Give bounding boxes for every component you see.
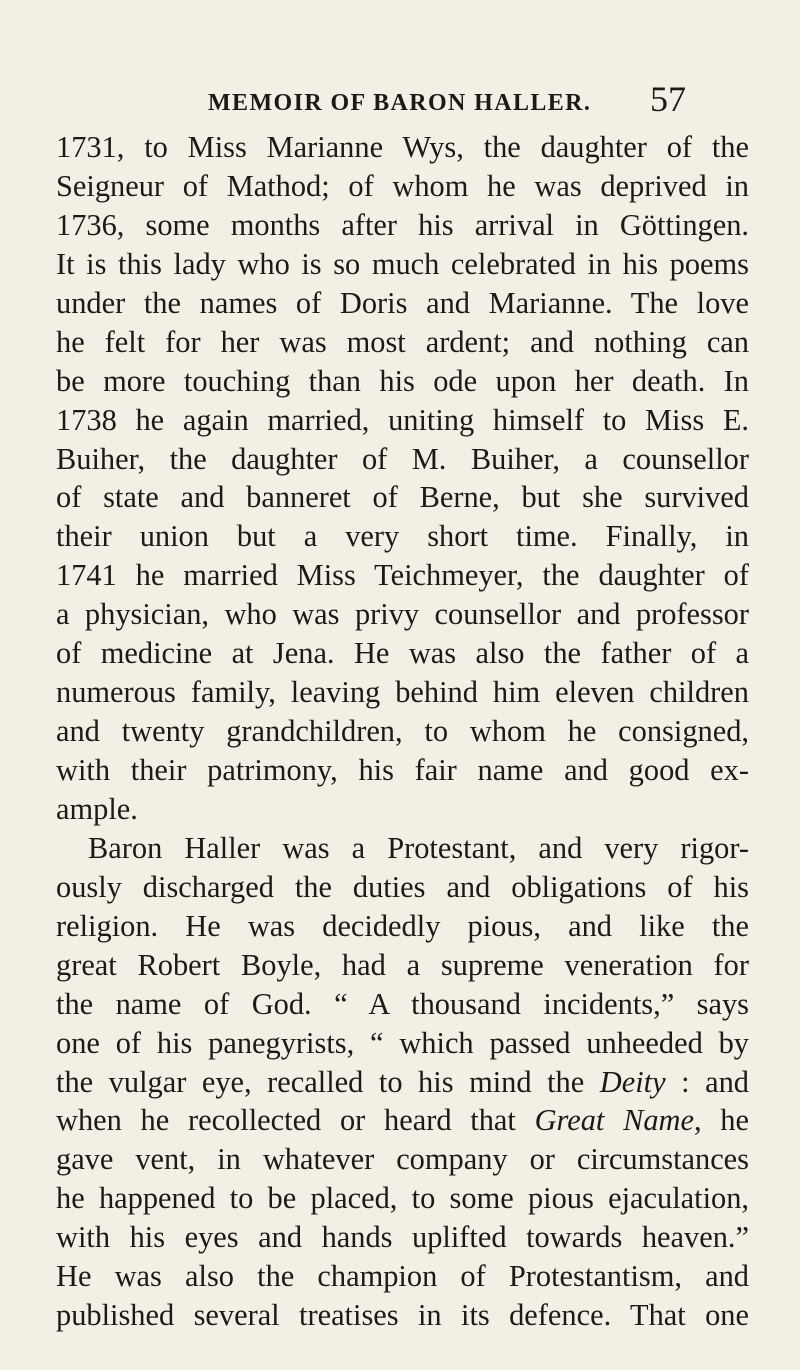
text-line: [56, 1101, 749, 1140]
text-line: [56, 206, 749, 245]
text-line: [56, 517, 749, 556]
text-segment: great Robert Boyle, had a supreme veneration for: [56, 947, 749, 982]
text-line: [56, 362, 749, 401]
text-line: [56, 556, 749, 595]
text-segment: 1736, some months after his arrival in Göttingen.: [56, 207, 749, 242]
text-segment: He was also the champion of Protestantism, and: [56, 1259, 749, 1294]
text-segment: 1731, to Miss Marianne Wys, the daughter of the: [56, 130, 749, 164]
text-segment: when he recollected or heard that: [56, 1103, 535, 1138]
body-text: [56, 128, 749, 1335]
text-segment: It is this lady who is so much celebrated in his poems: [56, 246, 749, 281]
text-line: [56, 907, 749, 946]
italic-text: Deity: [599, 1064, 666, 1099]
text-line: [56, 790, 749, 829]
text-segment: gave vent, in whatever company or circumstances: [56, 1142, 749, 1177]
text-line: [56, 1257, 749, 1296]
text-segment: numerous family, leaving behind him eleven children: [56, 675, 749, 710]
text-line: [56, 1063, 749, 1102]
running-head: [0, 78, 800, 124]
text-line: [56, 751, 749, 790]
text-segment: ously discharged the duties and obligations of his: [56, 869, 749, 904]
text-segment: published several treatises in its defence. That one: [56, 1298, 749, 1333]
text-line: [56, 868, 749, 907]
text-segment: he felt for her was most ardent; and nothing can: [56, 324, 749, 359]
text-line: [56, 946, 749, 985]
text-segment: the vulgar eye, recalled to his mind the: [56, 1064, 600, 1099]
text-segment: Buiher, the daughter of M. Buiher, a counsellor: [56, 441, 749, 476]
text-line: [56, 673, 749, 712]
text-line: [56, 1140, 749, 1179]
text-segment: ample.: [56, 791, 138, 826]
text-line: [56, 595, 749, 634]
text-segment: with his eyes and hands uplifted towards heaven.”: [56, 1220, 749, 1255]
text-line: [56, 1179, 749, 1218]
text-line: [56, 634, 749, 673]
text-line: [56, 167, 749, 206]
text-line: [56, 401, 749, 440]
text-segment: be more touching than his ode upon her death. In: [56, 363, 749, 398]
text-line: [56, 440, 749, 479]
text-segment: religion. He was decidedly pious, and like the: [56, 908, 749, 943]
text-segment: one of his panegyrists, “ which passed unheeded by: [56, 1025, 749, 1060]
text-segment: with their patrimony, his fair name and good ex-: [56, 753, 749, 787]
page-number: 57: [650, 79, 686, 119]
text-line: [56, 985, 749, 1024]
text-line: [56, 1024, 749, 1063]
text-line: [56, 245, 749, 284]
text-segment: Baron Haller was a Protestant, and very rigor-: [88, 830, 749, 865]
text-line: [56, 1218, 749, 1257]
text-segment: the name of God. “ A thousand incidents,” says: [56, 986, 749, 1021]
text-segment: : and: [665, 1064, 749, 1099]
text-line: [56, 478, 749, 517]
text-segment: , he: [693, 1103, 749, 1138]
text-line: [56, 712, 749, 751]
text-segment: he happened to be placed, to some pious ejaculation,: [56, 1181, 749, 1216]
text-segment: their union but a very short time. Finally, in: [56, 519, 749, 554]
running-title: MEMOIR OF BARON HALLER.: [208, 90, 592, 116]
italic-text: Great Name: [534, 1103, 694, 1138]
text-segment: of medicine at Jena. He was also the father of a: [56, 636, 749, 671]
text-segment: a physician, who was privy counsellor and professor: [56, 597, 749, 632]
text-line: [56, 829, 749, 868]
text-segment: 1741 he married Miss Teichmeyer, the daughter of: [56, 558, 749, 593]
text-line: [56, 1296, 749, 1335]
text-line: [56, 128, 749, 167]
text-segment: under the names of Doris and Marianne. The love: [56, 285, 749, 320]
text-segment: 1738 he again married, uniting himself to Miss E.: [56, 402, 749, 437]
text-line: [56, 284, 749, 323]
text-segment: Seigneur of Mathod; of whom he was deprived in: [56, 168, 749, 203]
text-line: [56, 323, 749, 362]
text-segment: and twenty grandchildren, to whom he consigned,: [56, 714, 749, 749]
text-segment: of state and banneret of Berne, but she survived: [56, 480, 749, 515]
